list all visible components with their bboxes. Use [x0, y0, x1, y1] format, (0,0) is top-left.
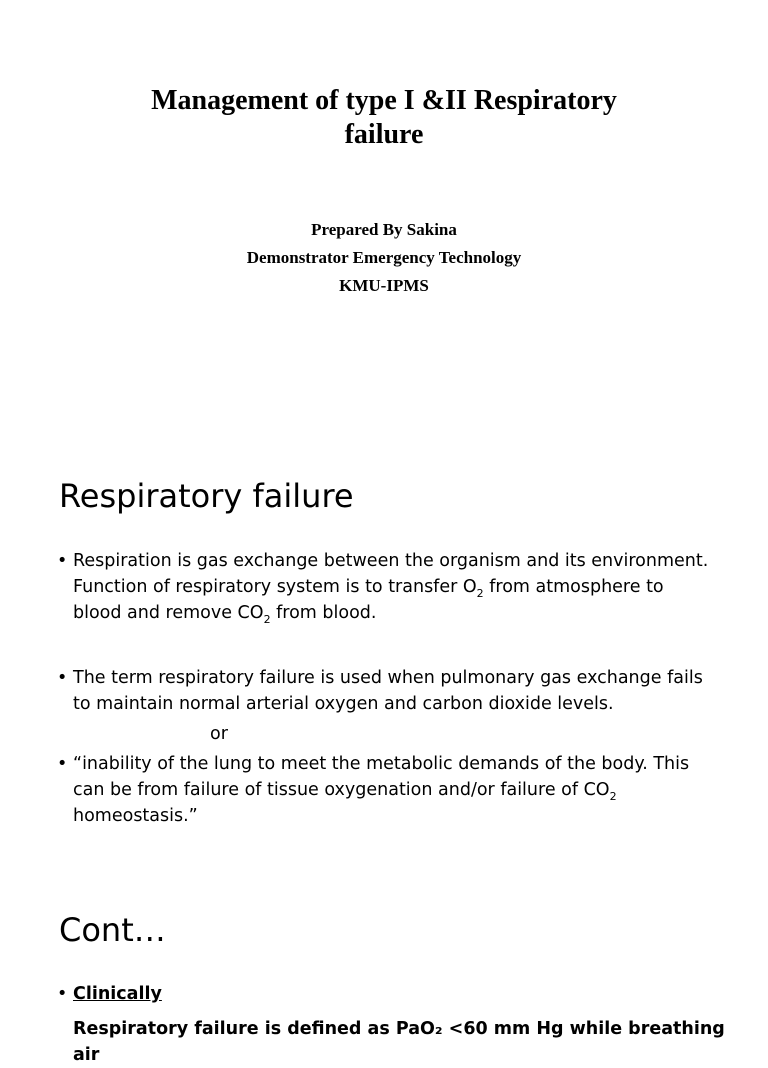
- bullet-line: blood and remove $CO_2$ from blood.: [73, 603, 377, 626]
- bullet-line: Function of respiratory system is to transfer $O_2$ from atmosphere to: [73, 577, 664, 600]
- title-slide: [0, 0, 768, 430]
- bullet-text: [73, 751, 733, 829]
- bullet-marker: •: [57, 984, 68, 1004]
- bullet-marker: •: [57, 551, 68, 571]
- or-separator: or: [210, 724, 228, 744]
- author-line: Prepared By Sakina: [311, 220, 457, 239]
- bullet-line: to maintain normal arterial oxygen and carbon dioxide levels.: [73, 694, 614, 714]
- bullet-text: [73, 548, 733, 626]
- bullet-text: Clinically: [73, 984, 162, 1004]
- bullet-marker: •: [57, 754, 68, 774]
- bullet-line: homeostasis.”: [73, 806, 198, 826]
- author-institution: KMU-IPMS: [339, 276, 429, 295]
- slide-title-line-2: failure: [344, 119, 424, 150]
- bullet-text: [73, 665, 733, 717]
- bullet-line: can be from failure of tissue oxygenation and/or failure of $CO_2$: [73, 780, 617, 803]
- slide-heading-cont: Cont…: [59, 911, 166, 949]
- slide-title-line-1: Management of type I &II Respiratory: [151, 85, 617, 116]
- bullet-line: The term respiratory failure is used when pulmonary gas exchange fails: [73, 668, 703, 688]
- author-role: Demonstrator Emergency Technology: [246, 248, 522, 267]
- bullet-text-partial: Respiratory failure is defined as PaO₂ <60 mm Hg while breathing air: [73, 1019, 725, 1065]
- slide-heading-respiratory-failure: Respiratory failure: [59, 477, 354, 515]
- bullet-line: “inability of the lung to meet the metabolic demands of the body. This: [73, 754, 690, 774]
- bullet-marker: •: [57, 668, 68, 688]
- bullet-line: Respiration is gas exchange between the organism and its environment.: [73, 551, 709, 571]
